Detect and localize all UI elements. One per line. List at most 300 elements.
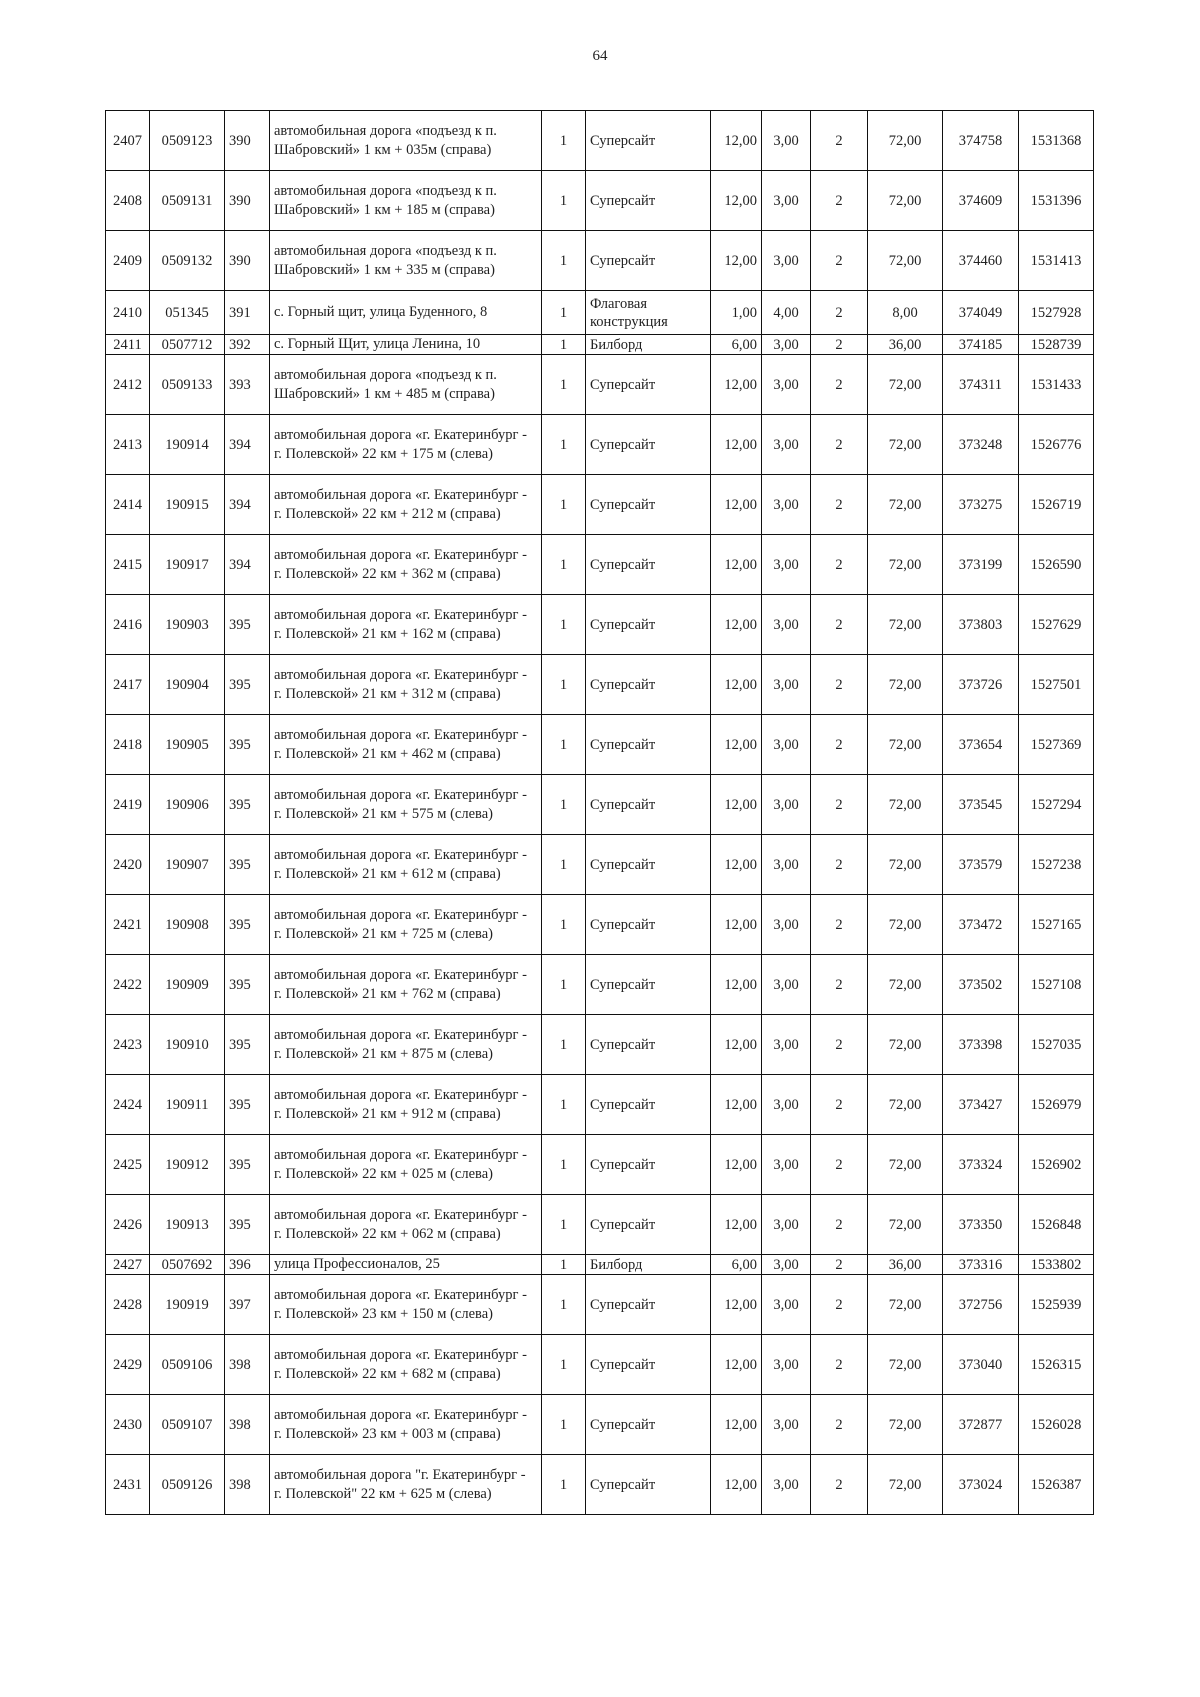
row-number-cell: 2420 <box>106 835 150 895</box>
coord-x-cell: 373024 <box>943 1455 1019 1515</box>
coord-y-cell: 1527238 <box>1019 835 1094 895</box>
group-cell: 395 <box>225 1075 270 1135</box>
quantity-cell: 1 <box>542 835 586 895</box>
height-cell: 3,00 <box>762 1255 811 1275</box>
width-cell: 12,00 <box>711 1195 762 1255</box>
sides-cell: 2 <box>811 355 868 415</box>
group-cell: 395 <box>225 595 270 655</box>
height-cell: 3,00 <box>762 231 811 291</box>
address-cell: автомобильная дорога «г. Екатеринбург - г. Полевской» 22 км + 682 м (справа) <box>270 1335 542 1395</box>
row-number-cell: 2430 <box>106 1395 150 1455</box>
coord-y-cell: 1531433 <box>1019 355 1094 415</box>
coord-y-cell: 1528739 <box>1019 335 1094 355</box>
address-cell: с. Горный Щит, улица Ленина, 10 <box>270 335 542 355</box>
group-cell: 394 <box>225 475 270 535</box>
row-number-cell: 2410 <box>106 291 150 335</box>
quantity-cell: 1 <box>542 775 586 835</box>
code-cell: 190905 <box>150 715 225 775</box>
group-cell: 395 <box>225 1135 270 1195</box>
address-cell: автомобильная дорога «г. Екатеринбург - г. Полевской» 22 км + 025 м (слева) <box>270 1135 542 1195</box>
sides-cell: 2 <box>811 715 868 775</box>
group-cell: 395 <box>225 715 270 775</box>
height-cell: 3,00 <box>762 535 811 595</box>
table-row <box>106 1335 1094 1395</box>
structure-type-cell: Суперсайт <box>586 415 711 475</box>
group-cell: 392 <box>225 335 270 355</box>
group-cell: 390 <box>225 111 270 171</box>
area-cell: 72,00 <box>868 775 943 835</box>
sides-cell: 2 <box>811 1195 868 1255</box>
coord-x-cell: 373324 <box>943 1135 1019 1195</box>
area-cell: 36,00 <box>868 335 943 355</box>
quantity-cell: 1 <box>542 415 586 475</box>
code-cell: 0509133 <box>150 355 225 415</box>
structure-type-cell: Суперсайт <box>586 715 711 775</box>
width-cell: 12,00 <box>711 1135 762 1195</box>
quantity-cell: 1 <box>542 475 586 535</box>
coord-x-cell: 374311 <box>943 355 1019 415</box>
coord-x-cell: 373316 <box>943 1255 1019 1275</box>
structure-type-cell: Суперсайт <box>586 835 711 895</box>
sides-cell: 2 <box>811 1275 868 1335</box>
address-cell: автомобильная дорога "г. Екатеринбург - г. Полевской" 22 км + 625 м (слева) <box>270 1455 542 1515</box>
table-row <box>106 955 1094 1015</box>
quantity-cell: 1 <box>542 355 586 415</box>
structure-type-cell: Суперсайт <box>586 171 711 231</box>
area-cell: 72,00 <box>868 1335 943 1395</box>
row-number-cell: 2413 <box>106 415 150 475</box>
code-cell: 190904 <box>150 655 225 715</box>
coord-x-cell: 372877 <box>943 1395 1019 1455</box>
table-row <box>106 355 1094 415</box>
quantity-cell: 1 <box>542 291 586 335</box>
code-cell: 190915 <box>150 475 225 535</box>
coord-x-cell: 374460 <box>943 231 1019 291</box>
coord-y-cell: 1526315 <box>1019 1335 1094 1395</box>
address-cell: автомобильная дорога «г. Екатеринбург - г. Полевской» 22 км + 362 м (справа) <box>270 535 542 595</box>
code-cell: 190913 <box>150 1195 225 1255</box>
table-row <box>106 715 1094 775</box>
height-cell: 3,00 <box>762 1135 811 1195</box>
row-number-cell: 2411 <box>106 335 150 355</box>
width-cell: 12,00 <box>711 535 762 595</box>
area-cell: 72,00 <box>868 111 943 171</box>
address-cell: автомобильная дорога «г. Екатеринбург - г. Полевской» 21 км + 762 м (справа) <box>270 955 542 1015</box>
quantity-cell: 1 <box>542 335 586 355</box>
coord-x-cell: 374185 <box>943 335 1019 355</box>
quantity-cell: 1 <box>542 231 586 291</box>
width-cell: 12,00 <box>711 1395 762 1455</box>
area-cell: 72,00 <box>868 535 943 595</box>
advertising-structures-table <box>105 110 1094 1515</box>
sides-cell: 2 <box>811 835 868 895</box>
page-number: 64 <box>592 48 608 64</box>
height-cell: 3,00 <box>762 1075 811 1135</box>
table-row <box>106 835 1094 895</box>
coord-y-cell: 1527035 <box>1019 1015 1094 1075</box>
code-cell: 190910 <box>150 1015 225 1075</box>
sides-cell: 2 <box>811 415 868 475</box>
row-number-cell: 2431 <box>106 1455 150 1515</box>
coord-y-cell: 1526979 <box>1019 1075 1094 1135</box>
coord-x-cell: 373502 <box>943 955 1019 1015</box>
group-cell: 397 <box>225 1275 270 1335</box>
coord-y-cell: 1526387 <box>1019 1455 1094 1515</box>
structure-type-cell: Суперсайт <box>586 1075 711 1135</box>
height-cell: 3,00 <box>762 595 811 655</box>
row-number-cell: 2424 <box>106 1075 150 1135</box>
height-cell: 3,00 <box>762 1275 811 1335</box>
area-cell: 72,00 <box>868 595 943 655</box>
structure-type-cell: Билборд <box>586 335 711 355</box>
width-cell: 12,00 <box>711 775 762 835</box>
quantity-cell: 1 <box>542 1395 586 1455</box>
sides-cell: 2 <box>811 1395 868 1455</box>
group-cell: 395 <box>225 775 270 835</box>
area-cell: 72,00 <box>868 1395 943 1455</box>
width-cell: 12,00 <box>711 895 762 955</box>
group-cell: 393 <box>225 355 270 415</box>
row-number-cell: 2414 <box>106 475 150 535</box>
table-row <box>106 895 1094 955</box>
structure-type-cell: Суперсайт <box>586 111 711 171</box>
structure-type-cell: Суперсайт <box>586 1455 711 1515</box>
width-cell: 12,00 <box>711 1015 762 1075</box>
address-cell: автомобильная дорога «подъезд к п. Шабровский» 1 км + 485 м (справа) <box>270 355 542 415</box>
quantity-cell: 1 <box>542 1335 586 1395</box>
height-cell: 3,00 <box>762 715 811 775</box>
structure-type-cell: Суперсайт <box>586 535 711 595</box>
coord-x-cell: 373275 <box>943 475 1019 535</box>
coord-x-cell: 374609 <box>943 171 1019 231</box>
height-cell: 3,00 <box>762 415 811 475</box>
area-cell: 72,00 <box>868 231 943 291</box>
code-cell: 190914 <box>150 415 225 475</box>
width-cell: 12,00 <box>711 231 762 291</box>
coord-x-cell: 373654 <box>943 715 1019 775</box>
area-cell: 72,00 <box>868 955 943 1015</box>
width-cell: 12,00 <box>711 1075 762 1135</box>
group-cell: 395 <box>225 835 270 895</box>
row-number-cell: 2415 <box>106 535 150 595</box>
address-cell: автомобильная дорога «г. Екатеринбург - г. Полевской» 21 км + 612 м (справа) <box>270 835 542 895</box>
structure-type-cell: Суперсайт <box>586 955 711 1015</box>
area-cell: 72,00 <box>868 1015 943 1075</box>
coord-y-cell: 1527629 <box>1019 595 1094 655</box>
table-row <box>106 231 1094 291</box>
coord-x-cell: 373472 <box>943 895 1019 955</box>
coord-y-cell: 1531396 <box>1019 171 1094 231</box>
table-row <box>106 1135 1094 1195</box>
height-cell: 3,00 <box>762 1395 811 1455</box>
address-cell: автомобильная дорога «г. Екатеринбург - г. Полевской» 21 км + 575 м (слева) <box>270 775 542 835</box>
height-cell: 3,00 <box>762 1335 811 1395</box>
height-cell: 3,00 <box>762 835 811 895</box>
table-row <box>106 171 1094 231</box>
code-cell: 0509126 <box>150 1455 225 1515</box>
table-body <box>106 111 1094 1515</box>
coord-x-cell: 373726 <box>943 655 1019 715</box>
coord-y-cell: 1531368 <box>1019 111 1094 171</box>
area-cell: 72,00 <box>868 1195 943 1255</box>
group-cell: 394 <box>225 535 270 595</box>
address-cell: автомобильная дорога «подъезд к п. Шабровский» 1 км + 335 м (справа) <box>270 231 542 291</box>
sides-cell: 2 <box>811 231 868 291</box>
row-number-cell: 2418 <box>106 715 150 775</box>
structure-type-cell: Флаговая конструкция <box>586 291 711 335</box>
width-cell: 12,00 <box>711 835 762 895</box>
code-cell: 0509106 <box>150 1335 225 1395</box>
code-cell: 0507712 <box>150 335 225 355</box>
area-cell: 72,00 <box>868 171 943 231</box>
coord-x-cell: 373803 <box>943 595 1019 655</box>
coord-x-cell: 373248 <box>943 415 1019 475</box>
quantity-cell: 1 <box>542 1255 586 1275</box>
area-cell: 72,00 <box>868 835 943 895</box>
structure-type-cell: Суперсайт <box>586 1195 711 1255</box>
sides-cell: 2 <box>811 475 868 535</box>
address-cell: автомобильная дорога «г. Екатеринбург - г. Полевской» 21 км + 912 м (справа) <box>270 1075 542 1135</box>
structure-type-cell: Билборд <box>586 1255 711 1275</box>
sides-cell: 2 <box>811 111 868 171</box>
width-cell: 12,00 <box>711 955 762 1015</box>
height-cell: 3,00 <box>762 475 811 535</box>
sides-cell: 2 <box>811 955 868 1015</box>
height-cell: 3,00 <box>762 895 811 955</box>
quantity-cell: 1 <box>542 895 586 955</box>
code-cell: 190912 <box>150 1135 225 1195</box>
structure-type-cell: Суперсайт <box>586 775 711 835</box>
table-row <box>106 595 1094 655</box>
address-cell: с. Горный щит, улица Буденного, 8 <box>270 291 542 335</box>
coord-y-cell: 1527165 <box>1019 895 1094 955</box>
group-cell: 395 <box>225 955 270 1015</box>
sides-cell: 2 <box>811 1015 868 1075</box>
coord-x-cell: 373040 <box>943 1335 1019 1395</box>
coord-y-cell: 1527294 <box>1019 775 1094 835</box>
structure-type-cell: Суперсайт <box>586 355 711 415</box>
coord-y-cell: 1531413 <box>1019 231 1094 291</box>
row-number-cell: 2409 <box>106 231 150 291</box>
group-cell: 395 <box>225 655 270 715</box>
group-cell: 396 <box>225 1255 270 1275</box>
area-cell: 72,00 <box>868 1135 943 1195</box>
coord-y-cell: 1525939 <box>1019 1275 1094 1335</box>
code-cell: 190917 <box>150 535 225 595</box>
coord-y-cell: 1526848 <box>1019 1195 1094 1255</box>
coord-x-cell: 373545 <box>943 775 1019 835</box>
group-cell: 398 <box>225 1455 270 1515</box>
quantity-cell: 1 <box>542 535 586 595</box>
height-cell: 3,00 <box>762 775 811 835</box>
address-cell: автомобильная дорога «г. Екатеринбург - г. Полевской» 22 км + 175 м (слева) <box>270 415 542 475</box>
quantity-cell: 1 <box>542 595 586 655</box>
table-row <box>106 1075 1094 1135</box>
area-cell: 72,00 <box>868 355 943 415</box>
row-number-cell: 2427 <box>106 1255 150 1275</box>
sides-cell: 2 <box>811 291 868 335</box>
coord-y-cell: 1527501 <box>1019 655 1094 715</box>
area-cell: 72,00 <box>868 715 943 775</box>
table-row <box>106 1195 1094 1255</box>
sides-cell: 2 <box>811 1135 868 1195</box>
address-cell: автомобильная дорога «г. Екатеринбург - г. Полевской» 21 км + 462 м (справа) <box>270 715 542 775</box>
structure-type-cell: Суперсайт <box>586 595 711 655</box>
code-cell: 190911 <box>150 1075 225 1135</box>
structure-type-cell: Суперсайт <box>586 1275 711 1335</box>
address-cell: автомобильная дорога «г. Екатеринбург - г. Полевской» 21 км + 875 м (слева) <box>270 1015 542 1075</box>
sides-cell: 2 <box>811 171 868 231</box>
quantity-cell: 1 <box>542 955 586 1015</box>
group-cell: 395 <box>225 895 270 955</box>
coord-y-cell: 1526719 <box>1019 475 1094 535</box>
area-cell: 72,00 <box>868 1455 943 1515</box>
structure-type-cell: Суперсайт <box>586 1015 711 1075</box>
area-cell: 72,00 <box>868 415 943 475</box>
height-cell: 3,00 <box>762 1195 811 1255</box>
area-cell: 72,00 <box>868 655 943 715</box>
table-row <box>106 1395 1094 1455</box>
row-number-cell: 2416 <box>106 595 150 655</box>
table-row <box>106 1455 1094 1515</box>
group-cell: 390 <box>225 171 270 231</box>
width-cell: 6,00 <box>711 1255 762 1275</box>
coord-x-cell: 374049 <box>943 291 1019 335</box>
table-row <box>106 655 1094 715</box>
address-cell: автомобильная дорога «г. Екатеринбург - г. Полевской» 21 км + 162 м (справа) <box>270 595 542 655</box>
code-cell: 190903 <box>150 595 225 655</box>
height-cell: 3,00 <box>762 171 811 231</box>
row-number-cell: 2423 <box>106 1015 150 1075</box>
height-cell: 3,00 <box>762 1015 811 1075</box>
quantity-cell: 1 <box>542 1195 586 1255</box>
code-cell: 0509107 <box>150 1395 225 1455</box>
height-cell: 3,00 <box>762 655 811 715</box>
quantity-cell: 1 <box>542 715 586 775</box>
coord-x-cell: 373579 <box>943 835 1019 895</box>
table-row <box>106 1015 1094 1075</box>
coord-y-cell: 1533802 <box>1019 1255 1094 1275</box>
area-cell: 36,00 <box>868 1255 943 1275</box>
coord-x-cell: 373199 <box>943 535 1019 595</box>
group-cell: 395 <box>225 1195 270 1255</box>
sides-cell: 2 <box>811 535 868 595</box>
width-cell: 12,00 <box>711 415 762 475</box>
quantity-cell: 1 <box>542 171 586 231</box>
coord-x-cell: 374758 <box>943 111 1019 171</box>
coord-x-cell: 373350 <box>943 1195 1019 1255</box>
row-number-cell: 2428 <box>106 1275 150 1335</box>
structure-type-cell: Суперсайт <box>586 231 711 291</box>
table-row <box>106 111 1094 171</box>
address-cell: автомобильная дорога «г. Екатеринбург - г. Полевской» 22 км + 062 м (справа) <box>270 1195 542 1255</box>
code-cell: 0507692 <box>150 1255 225 1275</box>
code-cell: 190909 <box>150 955 225 1015</box>
sides-cell: 2 <box>811 895 868 955</box>
coord-y-cell: 1527108 <box>1019 955 1094 1015</box>
coord-y-cell: 1527369 <box>1019 715 1094 775</box>
area-cell: 72,00 <box>868 1075 943 1135</box>
address-cell: автомобильная дорога «г. Екатеринбург - г. Полевской» 23 км + 003 м (справа) <box>270 1395 542 1455</box>
address-cell: автомобильная дорога «г. Екатеринбург - г. Полевской» 21 км + 725 м (слева) <box>270 895 542 955</box>
coord-y-cell: 1527928 <box>1019 291 1094 335</box>
sides-cell: 2 <box>811 595 868 655</box>
row-number-cell: 2422 <box>106 955 150 1015</box>
code-cell: 190907 <box>150 835 225 895</box>
quantity-cell: 1 <box>542 655 586 715</box>
width-cell: 12,00 <box>711 715 762 775</box>
row-number-cell: 2429 <box>106 1335 150 1395</box>
table-row <box>106 775 1094 835</box>
code-cell: 051345 <box>150 291 225 335</box>
coord-x-cell: 373398 <box>943 1015 1019 1075</box>
group-cell: 391 <box>225 291 270 335</box>
code-cell: 190906 <box>150 775 225 835</box>
group-cell: 395 <box>225 1015 270 1075</box>
code-cell: 0509132 <box>150 231 225 291</box>
sides-cell: 2 <box>811 1335 868 1395</box>
area-cell: 72,00 <box>868 475 943 535</box>
row-number-cell: 2426 <box>106 1195 150 1255</box>
quantity-cell: 1 <box>542 1015 586 1075</box>
address-cell: автомобильная дорога «подъезд к п. Шабровский» 1 км + 185 м (справа) <box>270 171 542 231</box>
code-cell: 190908 <box>150 895 225 955</box>
table-row <box>106 535 1094 595</box>
sides-cell: 2 <box>811 335 868 355</box>
address-cell: улица Профессионалов, 25 <box>270 1255 542 1275</box>
sides-cell: 2 <box>811 1075 868 1135</box>
height-cell: 3,00 <box>762 355 811 415</box>
address-cell: автомобильная дорога «г. Екатеринбург - г. Полевской» 23 км + 150 м (слева) <box>270 1275 542 1335</box>
structure-type-cell: Суперсайт <box>586 475 711 535</box>
area-cell: 72,00 <box>868 895 943 955</box>
width-cell: 12,00 <box>711 595 762 655</box>
address-cell: автомобильная дорога «г. Екатеринбург - г. Полевской» 21 км + 312 м (справа) <box>270 655 542 715</box>
structure-type-cell: Суперсайт <box>586 895 711 955</box>
row-number-cell: 2407 <box>106 111 150 171</box>
code-cell: 0509123 <box>150 111 225 171</box>
row-number-cell: 2419 <box>106 775 150 835</box>
structure-type-cell: Суперсайт <box>586 1335 711 1395</box>
table-row <box>106 1255 1094 1275</box>
coord-y-cell: 1526902 <box>1019 1135 1094 1195</box>
group-cell: 398 <box>225 1395 270 1455</box>
table-row <box>106 1275 1094 1335</box>
sides-cell: 2 <box>811 1255 868 1275</box>
height-cell: 4,00 <box>762 291 811 335</box>
width-cell: 12,00 <box>711 1275 762 1335</box>
group-cell: 398 <box>225 1335 270 1395</box>
row-number-cell: 2425 <box>106 1135 150 1195</box>
width-cell: 12,00 <box>711 111 762 171</box>
width-cell: 12,00 <box>711 355 762 415</box>
height-cell: 3,00 <box>762 1455 811 1515</box>
code-cell: 190919 <box>150 1275 225 1335</box>
width-cell: 12,00 <box>711 475 762 535</box>
quantity-cell: 1 <box>542 1135 586 1195</box>
area-cell: 8,00 <box>868 291 943 335</box>
quantity-cell: 1 <box>542 1455 586 1515</box>
address-cell: автомобильная дорога «подъезд к п. Шабровский» 1 км + 035м (справа) <box>270 111 542 171</box>
coord-x-cell: 372756 <box>943 1275 1019 1335</box>
address-cell: автомобильная дорога «г. Екатеринбург - г. Полевской» 22 км + 212 м (справа) <box>270 475 542 535</box>
table-row <box>106 475 1094 535</box>
quantity-cell: 1 <box>542 1075 586 1135</box>
area-cell: 72,00 <box>868 1275 943 1335</box>
width-cell: 12,00 <box>711 171 762 231</box>
width-cell: 12,00 <box>711 655 762 715</box>
structure-type-cell: Суперсайт <box>586 1135 711 1195</box>
